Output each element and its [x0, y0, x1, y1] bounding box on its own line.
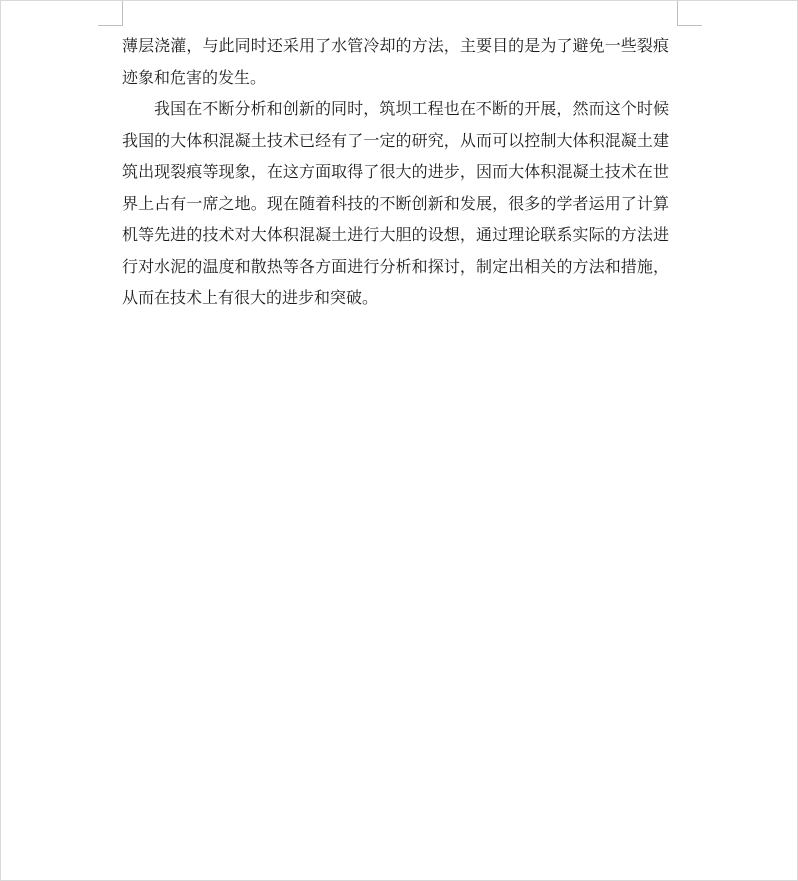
paragraph: 我国在不断分析和创新的同时，筑坝工程也在不断的开展，然而这个时候我国的大体积混凝土技术已经有了一定的研究，从而可以控制大体积混凝土建筑出现裂痕等现象，在这方面取得了很大的进步，因而大体积混凝土技术在世界上占有一席之地。现在随着科技的不断创新和发展，很多的学者运用了计算机等先进的技术对大体积混凝土进行大胆的设想，通过理论联系实际的方法进行对水泥的温度和散热等各方面进行分析和探讨，制定出相关的方法和措施，从而在技术上有很大的进步和突破。	[122, 99, 669, 307]
top-left-margin-mark	[98, 1, 123, 26]
document-body[interactable]	[122, 30, 669, 314]
top-right-margin-mark	[677, 1, 702, 26]
paragraph-continued: 薄层浇灌，与此同时还采用了水管冷却的方法，主要目的是为了避免一些裂痕迹象和危害的发生。	[122, 36, 669, 87]
